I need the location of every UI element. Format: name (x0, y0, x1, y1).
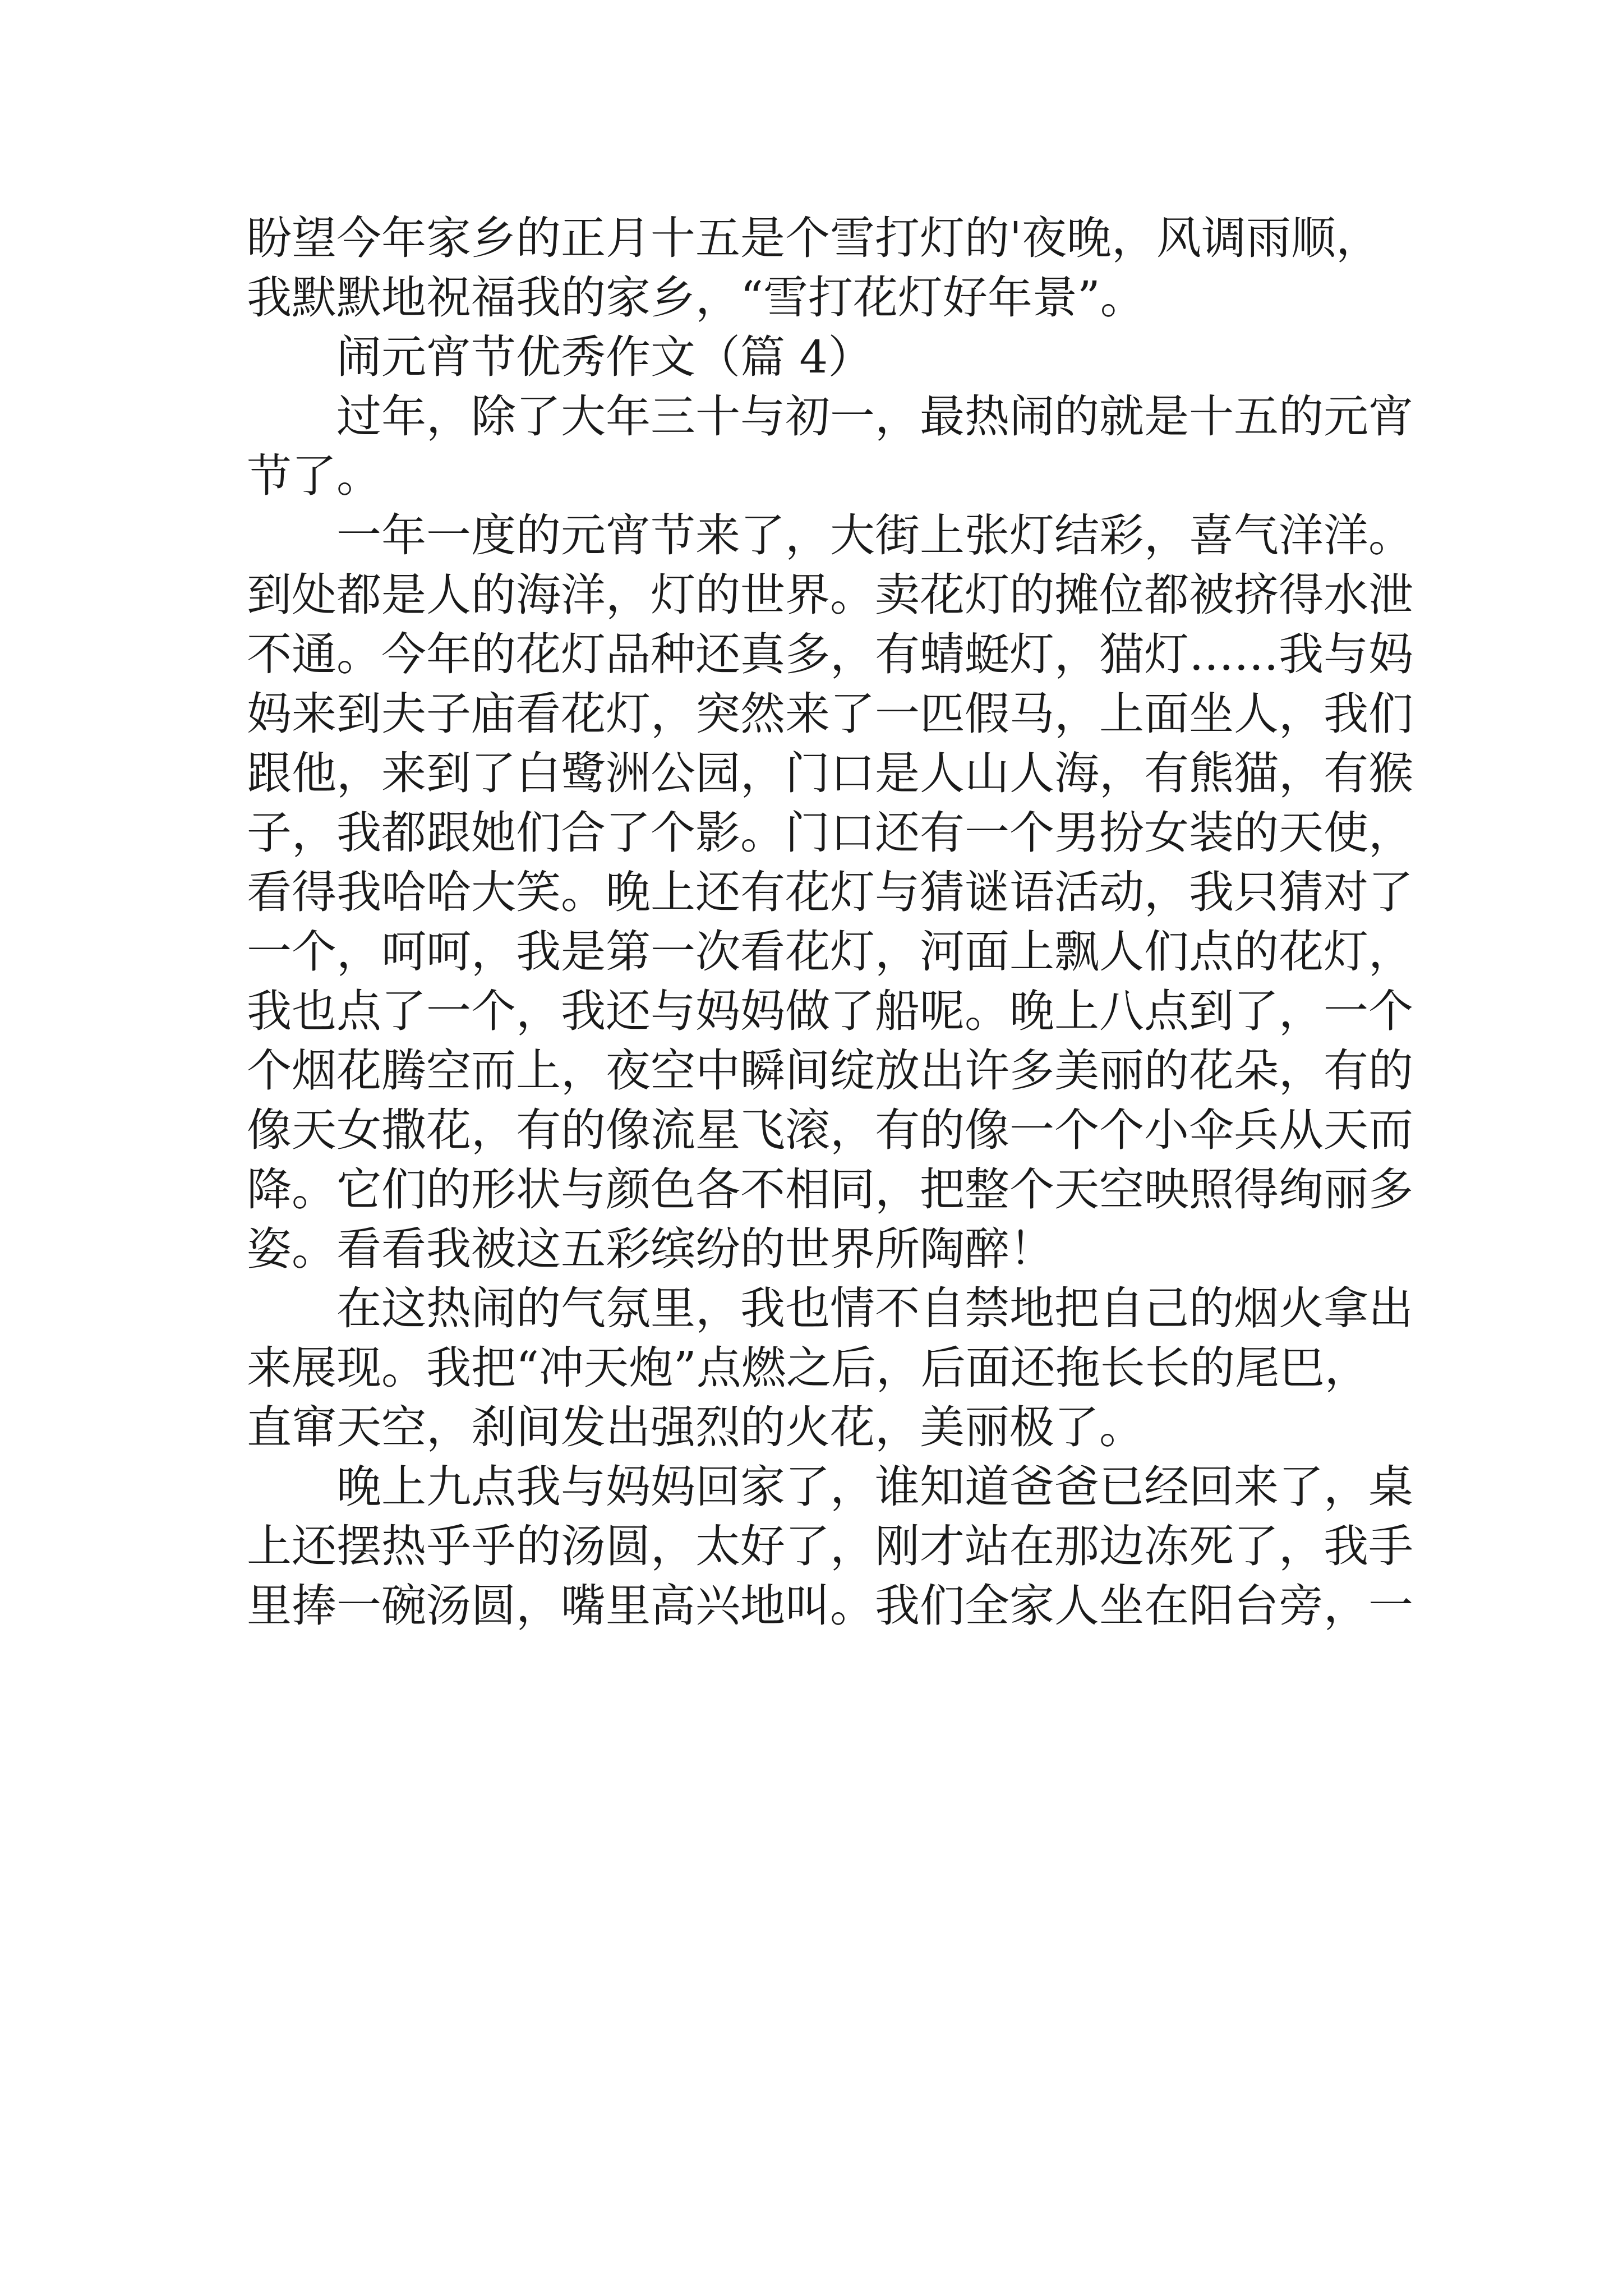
text-line: 节了。 (247, 450, 381, 502)
text-line: 看得我哈哈大笑。晚上还有花灯与猜谜语活动，我只猜对了 (247, 866, 1413, 918)
text-line: 上还摆热乎乎的汤圆，太好了，刚才站在那边冻死了，我手 (247, 1520, 1413, 1572)
text-line: 妈来到夫子庙看花灯，突然来了一匹假马，上面坐人，我们 (247, 688, 1413, 740)
text-line: 不通。今年的花灯品种还真多，有蜻蜓灯，猫灯……我与妈 (247, 628, 1413, 680)
text-line: 到处都是人的海洋，灯的世界。卖花灯的摊位都被挤得水泄 (247, 569, 1413, 621)
text-line: 跟他，来到了白鹭洲公园，门口是人山人海，有熊猫，有猴 (247, 747, 1413, 799)
text-line: 里捧一碗汤圆，嘴里高兴地叫。我们全家人坐在阳台旁，一 (247, 1580, 1413, 1632)
text-line: 过年，除了大年三十与初一，最热闹的就是十五的元宵 (336, 390, 1413, 443)
text-line: 一个，呵呵，我是第一次看花灯，河面上飘人们点的花灯， (247, 926, 1413, 978)
text-line: 一年一度的元宵节来了，大街上张灯结彩，喜气洋洋。 (336, 509, 1413, 562)
text-line: 盼望今年家乡的正月十五是个雪打灯的'夜晚，风调雨顺， (247, 212, 1381, 264)
text-line: 直窜天空，刹间发出强烈的火花，美丽极了。 (247, 1401, 1144, 1453)
text-line: 降。它们的形状与颜色各不相同，把整个天空映照得绚丽多 (247, 1163, 1413, 1216)
text-line: 我默默地祝福我的家乡，“雪打花灯好年景”。 (247, 272, 1145, 324)
text-line: 像天女撒花，有的像流星飞滚，有的像一个个小伞兵从天而 (247, 1104, 1413, 1156)
text-line: 来展现。我把“冲天炮”点燃之后，后面还拖长长的尾巴， (247, 1342, 1370, 1394)
text-line: 姿。看看我被这五彩缤纷的世界所陶醉！ (247, 1223, 1054, 1275)
text-line: 个烟花腾空而上，夜空中瞬间绽放出许多美丽的花朵，有的 (247, 1045, 1413, 1097)
text-line: 子，我都跟她们合了个影。门口还有一个男扮女装的天使， (247, 807, 1413, 859)
text-line: 晚上九点我与妈妈回家了，谁知道爸爸已经回来了，桌 (336, 1461, 1413, 1513)
text-line: 在这热闹的气氛里，我也情不自禁地把自己的烟火拿出 (336, 1282, 1413, 1335)
text-line: 我也点了一个，我还与妈妈做了船呢。晚上八点到了，一个 (247, 985, 1413, 1037)
document-page (247, 209, 1413, 1636)
section-heading: 闹元宵节优秀作文（篇 4） (336, 331, 873, 383)
